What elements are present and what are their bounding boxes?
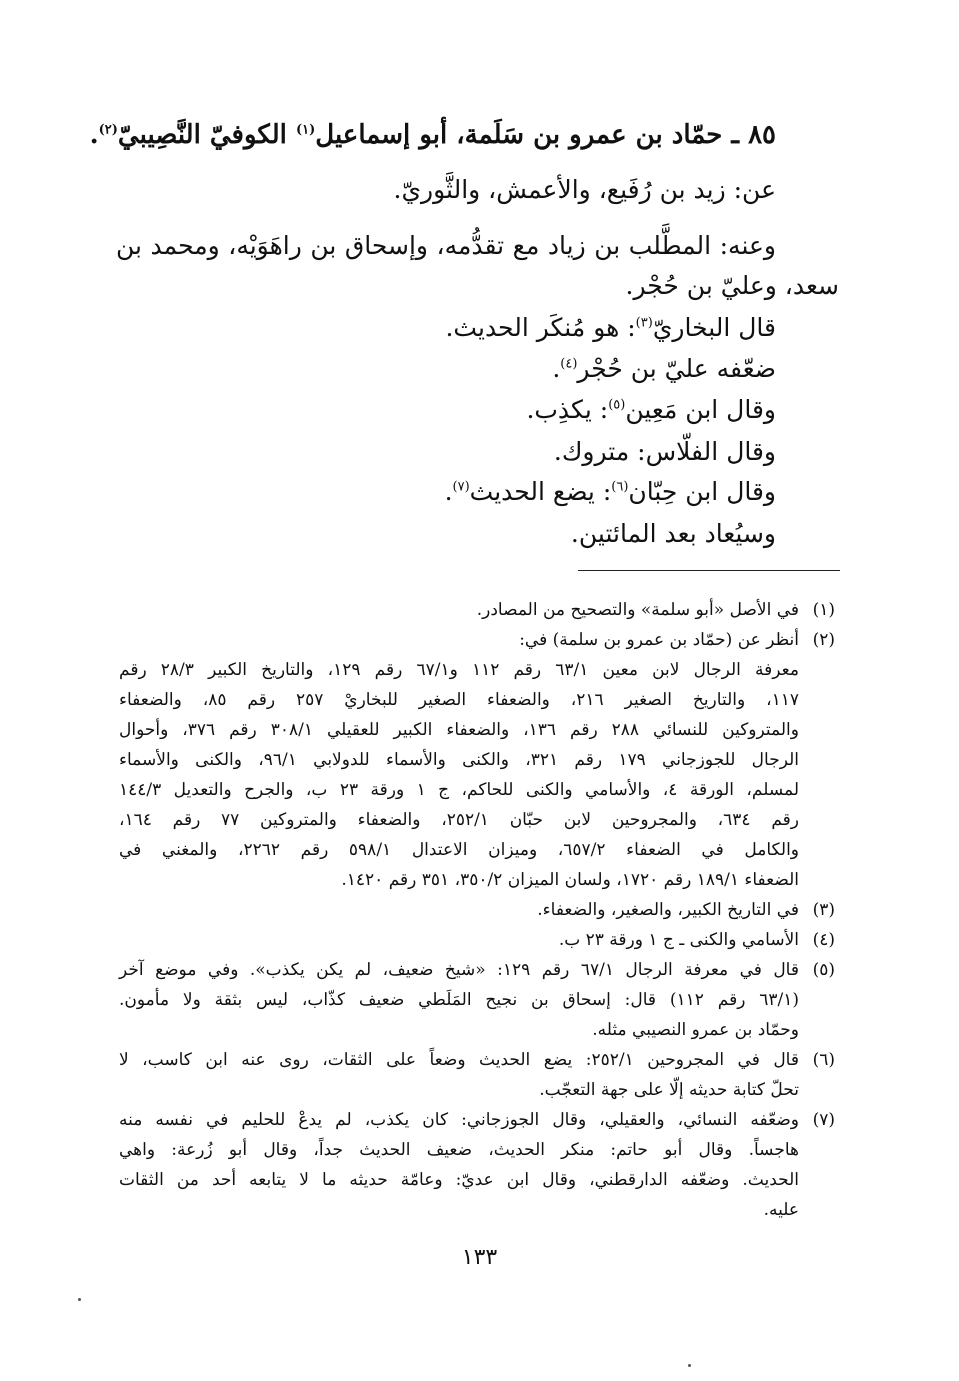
footnote-ref: (٦) <box>611 479 629 495</box>
footnote-number: (٣) <box>812 900 835 920</box>
entry-title-text: الكوفيّ النَّصِيبيّ <box>117 120 296 150</box>
students-line: سعد، وعليّ بن حُجْر. <box>625 271 839 300</box>
footnote-text: (٦٣/١ رقم ١١٢) قال: إسحاق بن نجيح المَلَطي ضعيف كذّاب، ليس بثقة ولا مأمون. <box>119 990 799 1010</box>
footnote-number: (٥) <box>812 960 835 980</box>
opinion-hibban <box>445 476 776 508</box>
footnote-ref: (١) <box>295 122 316 138</box>
opinion-fallas: وقال الفلّاس: متروك. <box>553 437 776 466</box>
footnote-text: لمسلم، الورقة ٤، والأسامي والكنى للحاكم، ج ١ ورقة ٢٣ ب، والجرح والتعديل ١٤٤/٣ <box>119 780 799 800</box>
entry-title-text: ٨٥ ـ حمّاد بن عمرو بن سَلَمة، أبو إسماعيل <box>315 120 776 150</box>
footnote-separator <box>578 570 840 571</box>
footnote-text: الأسامي والكنى ـ ج ١ ورقة ٢٣ ب. <box>558 930 799 950</box>
entry-title-text: . <box>89 120 99 150</box>
footnote-ref: (٥) <box>608 397 626 413</box>
footnote-text: معرفة الرجال لابن معين ٦٣/١ رقم ١١٢ و٦٧/١ رقم ١٢٩، والتاريخ الكبير ٢٨/٣ رقم <box>119 660 799 680</box>
footnote-text: أنظر عن (حمّاد بن عمرو بن سلمة) في: <box>519 630 799 650</box>
opinion-text: قال البخاريّ <box>652 313 776 342</box>
entry-title <box>90 119 776 151</box>
footnote-text: وضعّفه النسائي، والعقيلي، وقال الجوزجاني: كان يكذب، لم يدعْ للحليم في نفسه منه <box>119 1110 799 1130</box>
footnote-text: قال في معرفة الرجال ٦٧/١ رقم ١٢٩: «شيخ ضعيف، لم يكن يكذب». وفي موضع آخر <box>119 960 799 980</box>
students-line: وعنه: المطَّلب بن زياد مع تقدُّمه، وإسحاق بن راهَوَيْه، ومحمد بن <box>116 231 776 260</box>
footnote-text: الضعفاء ١٨٩/١ رقم ١٧٢٠، ولسان الميزان ٣٥٠/٢، ٣٥١ رقم ١٤٢٠. <box>341 870 799 890</box>
footnote-number: (٦) <box>812 1050 835 1070</box>
footnote-ref: (٤) <box>560 356 578 372</box>
opinion-text: ضعّفه عليّ بن حُجْر <box>577 354 776 383</box>
footnote-text: والكامل في الضعفاء ٦٥٧/٢، وميزان الاعتدال ٥٩٨/١ رقم ٢٢٦٢، والمغني في <box>119 840 799 860</box>
footnote-text: قال في المجروحين ٢٥٢/١: يضع الحديث وضعاً على الثقات، روى عنه ابن كاسب، لا <box>119 1050 799 1070</box>
footnote-number: (٢) <box>812 630 835 650</box>
footnote-text: الحديث. وضعّفه الدارقطني، وقال ابن عديّ: وعامّة حديثه ما لا يتابعه أحد من الثقات <box>119 1170 799 1190</box>
opinion-text: : يضع الحديث <box>469 477 612 506</box>
footnote-number: (٤) <box>812 930 835 950</box>
footnote-text: الرجال للجوزجاني ١٧٩ رقم ٣٢١، والكنى والأسماء للدولابي ٩٦/١، والكنى والأسماء <box>119 750 800 770</box>
teachers-line: عن: زيد بن رُفَيع، والأعمش، والثَّوريّ. <box>393 175 776 204</box>
opinion-text: . <box>444 477 453 506</box>
page-number: ١٣٣ <box>461 1245 498 1270</box>
opinion-bukhari <box>445 312 776 344</box>
scan-speck <box>688 1364 691 1367</box>
footnote-text: ١١٧، والتاريخ الصغير ٢١٦، والضعفاء الصغير للبخاريْ ٢٥٧ رقم ٨٥، والضعفاء <box>119 690 799 710</box>
footnote-number: (١) <box>812 600 835 620</box>
opinion-ali <box>552 353 776 385</box>
scan-speck <box>78 1298 81 1301</box>
opinion-text: وقال ابن حِبّان <box>628 477 776 506</box>
repeat-note: وسيُعاد بعد المائتين. <box>570 519 776 548</box>
footnote-text: تحلّ كتابة حديثه إلّا على جهة التعجّب. <box>539 1080 799 1100</box>
opinion-text: . <box>552 354 561 383</box>
footnote-text: هاجساً. وقال أبو حاتم: منكر الحديث، ضعيف الحديث جداً، وقال أبو زُرعة: واهي <box>119 1140 799 1160</box>
footnote-number: (٧) <box>812 1110 835 1130</box>
footnote-text: رقم ٦٣٤، والمجروحين لابن حبّان ٢٥٢/١، والضعفاء والمتروكين ٧٧ رقم ١٦٤، <box>119 810 799 830</box>
footnote-ref: (٢) <box>98 122 118 138</box>
footnote-text: والمتروكين للنسائي ٢٨٨ رقم ١٣٦، والضعفاء الكبير للعقيلي ٣٠٨/١ رقم ٣٧٦، وأحوال <box>119 720 799 740</box>
footnote-text: عليه. <box>763 1200 799 1220</box>
footnote-ref: (٧) <box>452 479 470 495</box>
opinion-maeen <box>526 394 776 426</box>
opinion-text: : يكذِب. <box>526 395 609 424</box>
footnote-text: وحمّاد بن عمرو النصيبي مثله. <box>592 1020 799 1040</box>
footnote-text: في التاريخ الكبير، والصغير، والضعفاء. <box>537 900 799 920</box>
opinion-text: وقال ابن مَعِين <box>625 395 776 424</box>
opinion-text: : هو مُنكَر الحديث. <box>445 313 636 342</box>
footnote-text: في الأصل «أبو سلمة» والتصحيح من المصادر. <box>476 600 799 620</box>
footnote-ref: (٣) <box>635 315 653 331</box>
